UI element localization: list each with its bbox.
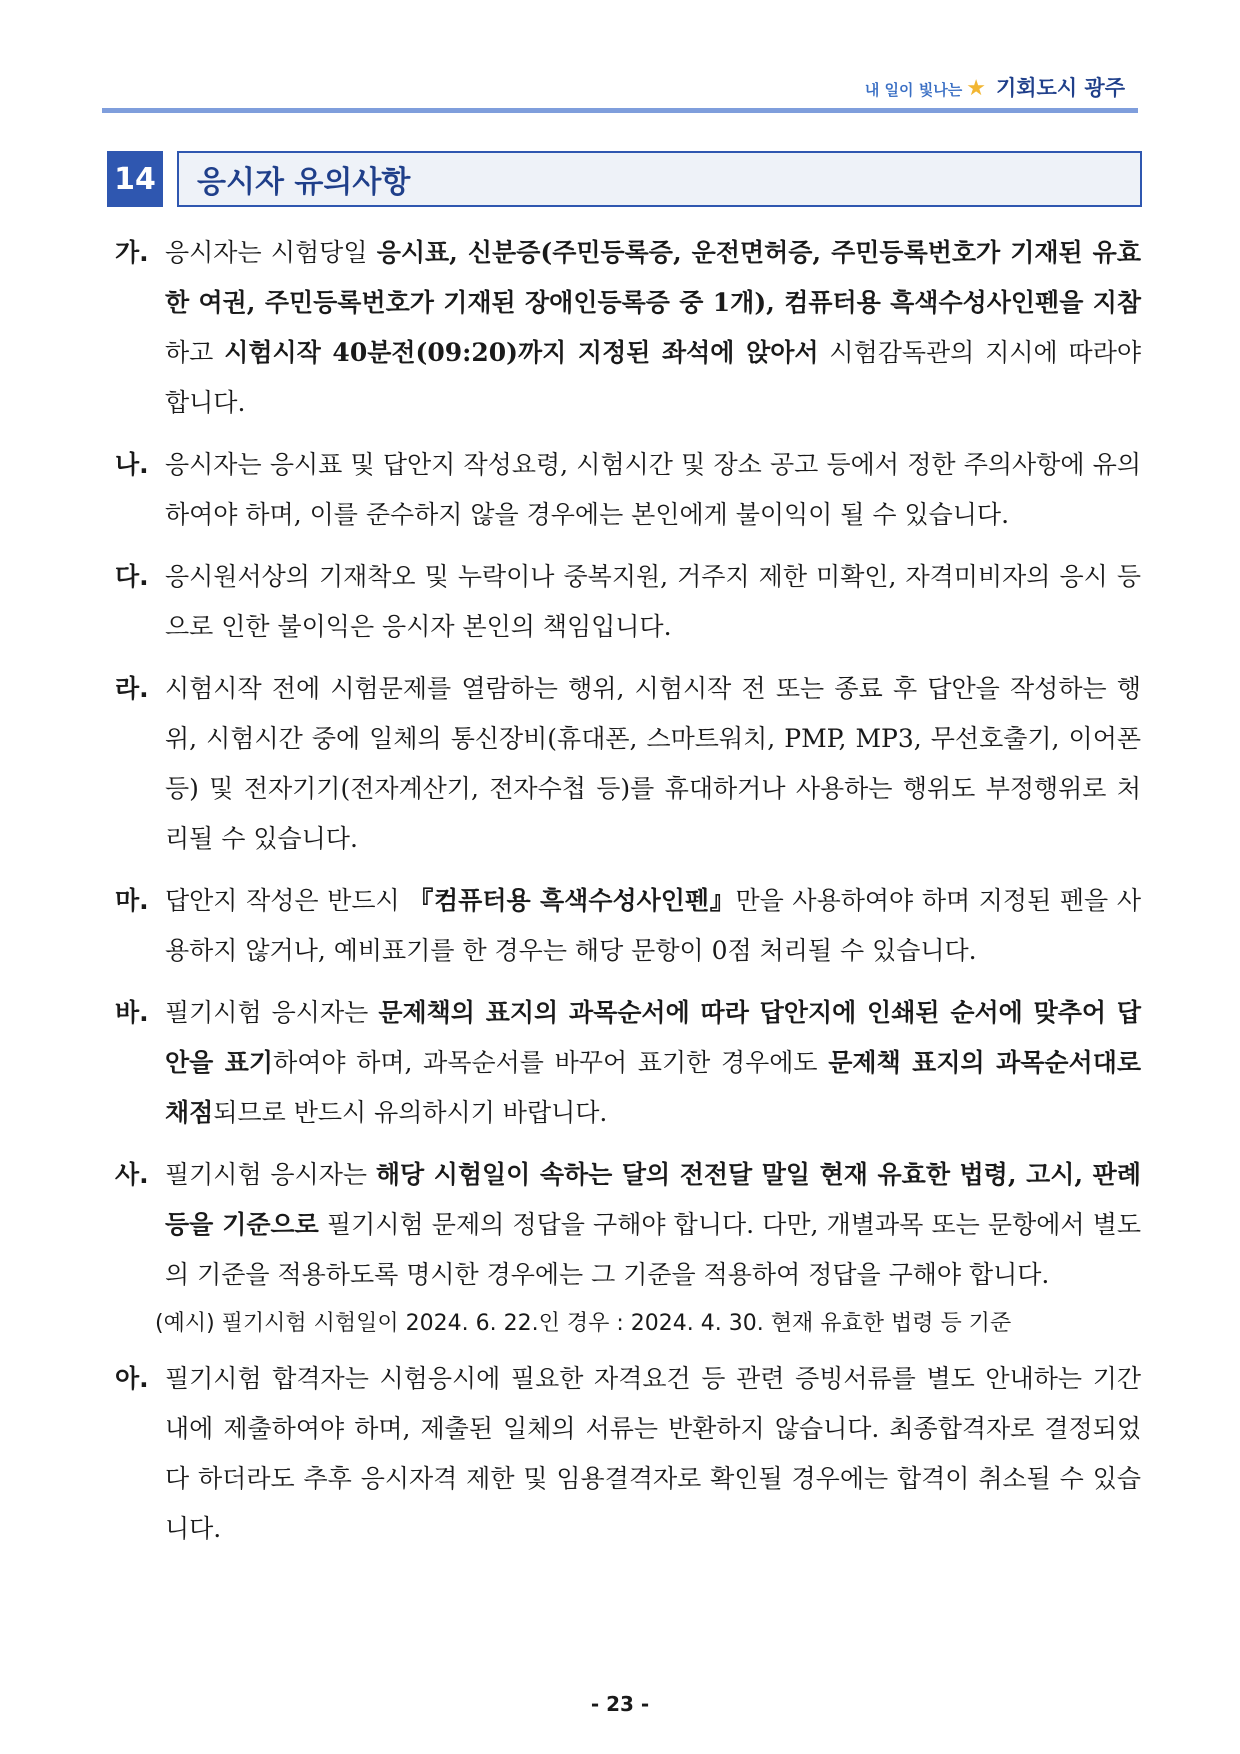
body-text: 필기시험 합격자는 시험응시에 필요한 자격요건 등 관련 증빙서류를 별도 안내하는 기간 내에 제출하여야 하며, 제출된 일체의 서류는 반환하지 않습니다. 최종합격자로 결정되었다 하더라도 추후 응시자격 제한 및 임용결격자로 확인될 경우에는 합격이 취소될 수 있습니다. <box>165 1364 1141 1543</box>
body-text: 필기시험 응시자는 <box>165 1160 376 1189</box>
body-text: 시험감독관의 지시에 따라야 합니다. <box>165 338 1141 417</box>
notice-item-ba <box>115 988 1141 1138</box>
notice-item-sa <box>115 1150 1141 1300</box>
emphasis-text: 문제책의 표지의 과목순서에 따라 답안지에 인쇄된 순서에 맞추어 답안을 표기 <box>165 998 1141 1077</box>
section-title-box <box>177 151 1142 207</box>
notice-item-ga <box>115 228 1141 428</box>
body-text: 답안지 작성은 반드시 <box>165 886 409 915</box>
item-marker: 바. <box>115 998 149 1027</box>
star-icon: ★ <box>966 76 986 101</box>
logo-tagline: 내 일이 빛나는 <box>864 81 963 99</box>
item-marker: 사. <box>115 1160 149 1189</box>
body-text: 응시자는 응시표 및 답안지 작성요령, 시험시간 및 장소 공고 등에서 정한 주의사항에 유의하여야 하며, 이를 준수하지 않을 경우에는 본인에게 불이익이 될 수 있습니다. <box>165 450 1141 529</box>
notice-list <box>115 228 1141 1566</box>
item-marker: 라. <box>115 674 149 703</box>
notice-item-ma <box>115 876 1141 976</box>
item-marker: 아. <box>115 1364 149 1393</box>
header-logo <box>865 72 1125 102</box>
item-marker: 마. <box>115 886 149 915</box>
body-text: 되므로 반드시 유의하시기 바랍니다. <box>213 1098 608 1127</box>
notice-item-na <box>115 440 1141 540</box>
body-text: 만을 사용하여야 하며 지정된 펜을 사용하지 않거나, 예비표기를 한 경우는 해당 문항이 0점 처리될 수 있습니다. <box>165 886 1141 965</box>
item-text <box>165 876 1141 976</box>
item-marker: 나. <box>115 450 149 479</box>
notice-item-ra <box>115 664 1141 864</box>
section-title: 응시자 유의사항 <box>197 165 411 200</box>
item-text <box>165 988 1141 1138</box>
body-text: 응시원서상의 기재착오 및 누락이나 중복지원, 거주지 제한 미확인, 자격미비자의 응시 등으로 인한 불이익은 응시자 본인의 책임입니다. <box>165 562 1141 641</box>
emphasis-text: 컴퓨터용 흑색수성사인펜을 지참 <box>784 288 1141 317</box>
item-text <box>165 440 1141 540</box>
item-text <box>165 664 1141 864</box>
section-heading <box>107 151 1142 207</box>
body-text: 필기시험 문제의 정답을 구해야 합니다. 다만, 개별과목 또는 문항에서 별도의 기준을 적용하도록 명시한 경우에는 그 기준을 적용하여 정답을 구해야 합니다. <box>165 1210 1141 1289</box>
notice-item-a <box>115 1354 1141 1554</box>
item-marker: 가. <box>115 238 149 267</box>
example-note: (예시) 필기시험 시험일이 2024. 6. 22.인 경우 : 2024. 4. 30. 현재 유효한 법령 등 기준 <box>155 1311 1012 1336</box>
body-text: 응시자는 시험당일 <box>165 238 377 267</box>
emphasis-text: 응시표, 신분증 <box>376 238 541 267</box>
notice-item-da <box>115 552 1141 652</box>
emphasis-text: 시험시작 40분전(09:20)까지 지정된 좌석에 앉아서 <box>224 338 819 367</box>
logo-city-name: 기회도시 광주 <box>995 76 1125 100</box>
body-text: 하고 <box>165 338 225 367</box>
emphasis-text: 문제책 표지의 과목순서대로 채점 <box>165 1048 1141 1127</box>
item-text <box>165 228 1141 428</box>
emphasis-text: 해당 시험일이 속하는 달의 전전달 말일 현재 유효한 법령, 고시, 판례 등을 기준으로 <box>165 1160 1141 1239</box>
item-text <box>165 552 1141 652</box>
page-number: - 23 - <box>590 1692 650 1716</box>
body-text: 필기시험 응시자는 <box>165 998 379 1027</box>
item-text <box>165 1354 1141 1554</box>
body-text: 하여야 하며, 과목순서를 바꾸어 표기한 경우에도 <box>273 1048 829 1077</box>
body-text: 시험시작 전에 시험문제를 열람하는 행위, 시험시작 전 또는 종료 후 답안을 작성하는 행위, 시험시간 중에 일체의 통신장비(휴대폰, 스마트워치, PMP, MP3, 무선호출기, 이어폰 등) 및 전자기기(전자계산기, 전자수첩 등)를 휴대하거나 사용하는 행위도 부정행위로 처리될 수 있습니다. <box>165 674 1141 853</box>
item-marker: 다. <box>115 562 149 591</box>
emphasis-text: 『컴퓨터용 흑색수성사인펜』 <box>408 886 736 915</box>
header-divider <box>102 108 1138 113</box>
section-number: 14 <box>107 151 163 207</box>
item-text <box>165 1150 1141 1300</box>
emphasis-text: (주민등록증, 운전면허증, 주민등록번호가 기재된 유효한 여권, 주민등록번호가 기재된 장애인등록증 중 1개), <box>165 238 1141 317</box>
